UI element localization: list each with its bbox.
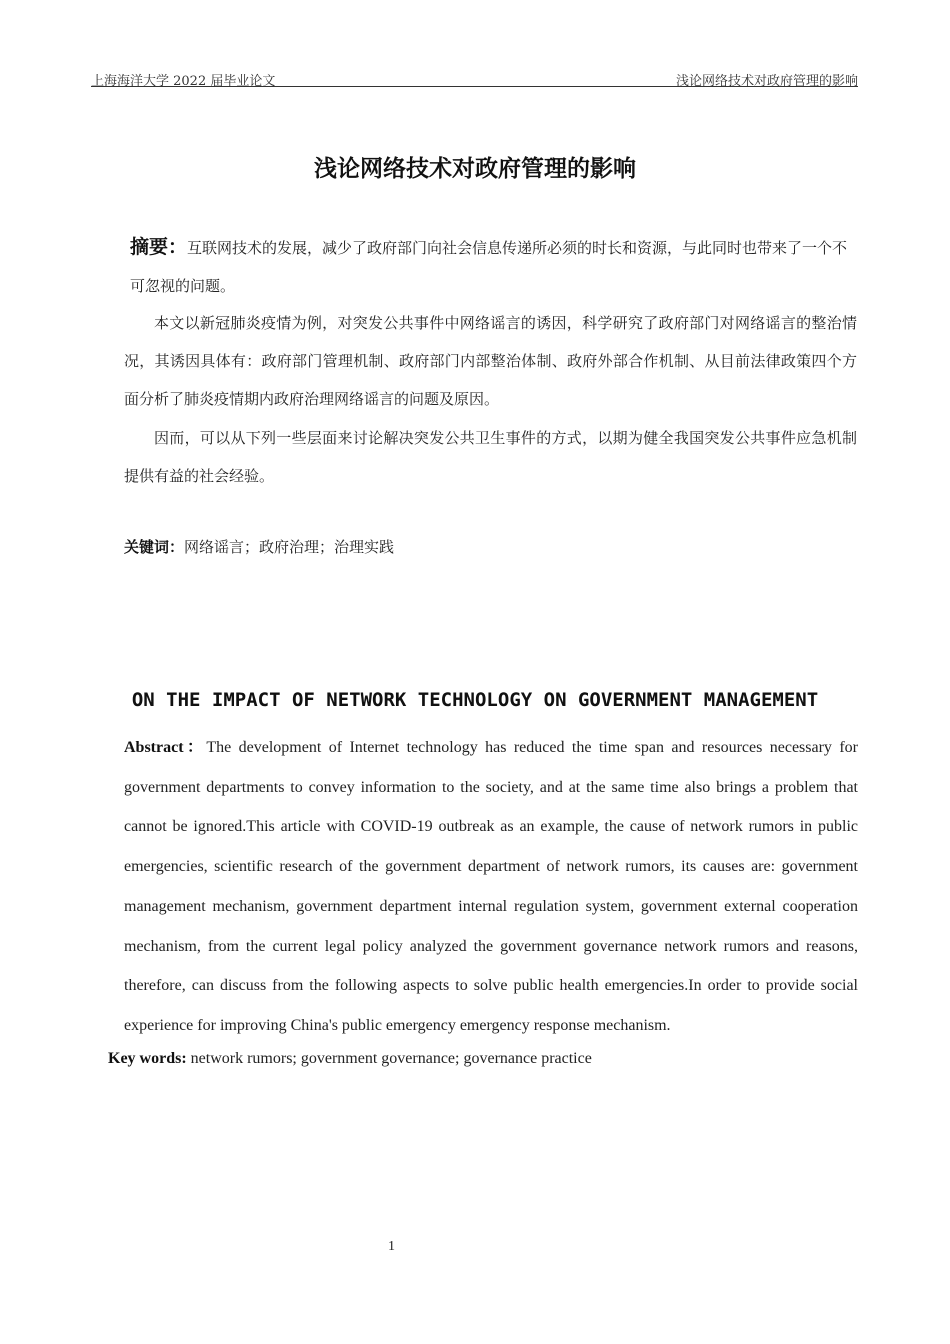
keywords-chinese-colon: ： xyxy=(169,538,185,556)
abstract-english-colon: ： xyxy=(183,739,207,756)
abstract-chinese-intro: 互联网技术的发展，减少了政府部门向社会信息传递所必须的时长和资源，与此同时也带来了一个不可忽视的问题。 xyxy=(130,239,848,295)
header-university: 上海海洋大学 2022 届毕业论文 xyxy=(91,74,276,89)
abstract-english xyxy=(124,728,858,1046)
abstract-chinese-colon: ： xyxy=(168,236,188,258)
abstract-chinese-paragraph: 本文以新冠肺炎疫情为例，对突发公共事件中网络谣言的诱因，科学研究了政府部门对网络谣言的整治情况，其诱因具体有：政府部门管理机制、政府部门内部整治体制、政府外部合作机制、从目前法律政策四个方面分析了肺炎疫情期内政府治理网络谣言的问题及原因。 xyxy=(124,314,857,408)
keywords-chinese-label: 关键词 xyxy=(124,538,170,556)
keywords-english-label: Key words: xyxy=(108,1050,187,1067)
keywords-chinese xyxy=(124,536,394,557)
keywords-english xyxy=(108,1050,592,1068)
page-number: 1 xyxy=(388,1239,395,1254)
abstract-english-label: Abstract xyxy=(124,739,184,756)
header-paper-title: 浅论网络技术对政府管理的影响 xyxy=(675,74,858,89)
paper-title-english: ON THE IMPACT OF NETWORK TECHNOLOGY ON GOVERNMENT MANAGEMENT xyxy=(131,689,819,711)
abstract-chinese-paragraph: 因而，可以从下列一些层面来讨论解决突发公共卫生事件的方式，以期为健全我国突发公共事件应急机制提供有益的社会经验。 xyxy=(124,429,857,485)
keywords-english-value: network rumors; government governance; governance practice xyxy=(190,1050,592,1067)
running-header xyxy=(91,68,858,87)
paper-title-chinese: 浅论网络技术对政府管理的影响 xyxy=(314,156,636,182)
abstract-chinese xyxy=(124,228,857,305)
abstract-chinese-label: 摘要 xyxy=(130,236,169,258)
abstract-english-text: The development of Internet technology has reduced the time span and resources necessary for government departments to convey information to the society, and at the same time also brings a problem that cannot be ignored.This article with COVID-19 outbreak as an example, the cause of network rumors in public emergencies, scientific research of the government department of network rumors, its causes are: government management mechanism, government department internal regulation system, government external cooperation mechanism, from the current legal policy analyzed the government governance network rumors and reasons, therefore, can discuss from the following aspects to solve public health emergencies.In order to provide social experience for improving China's public emergency emergency response mechanism. xyxy=(124,739,858,1034)
keywords-chinese-value: 网络谣言；政府治理；治理实践 xyxy=(184,538,395,556)
